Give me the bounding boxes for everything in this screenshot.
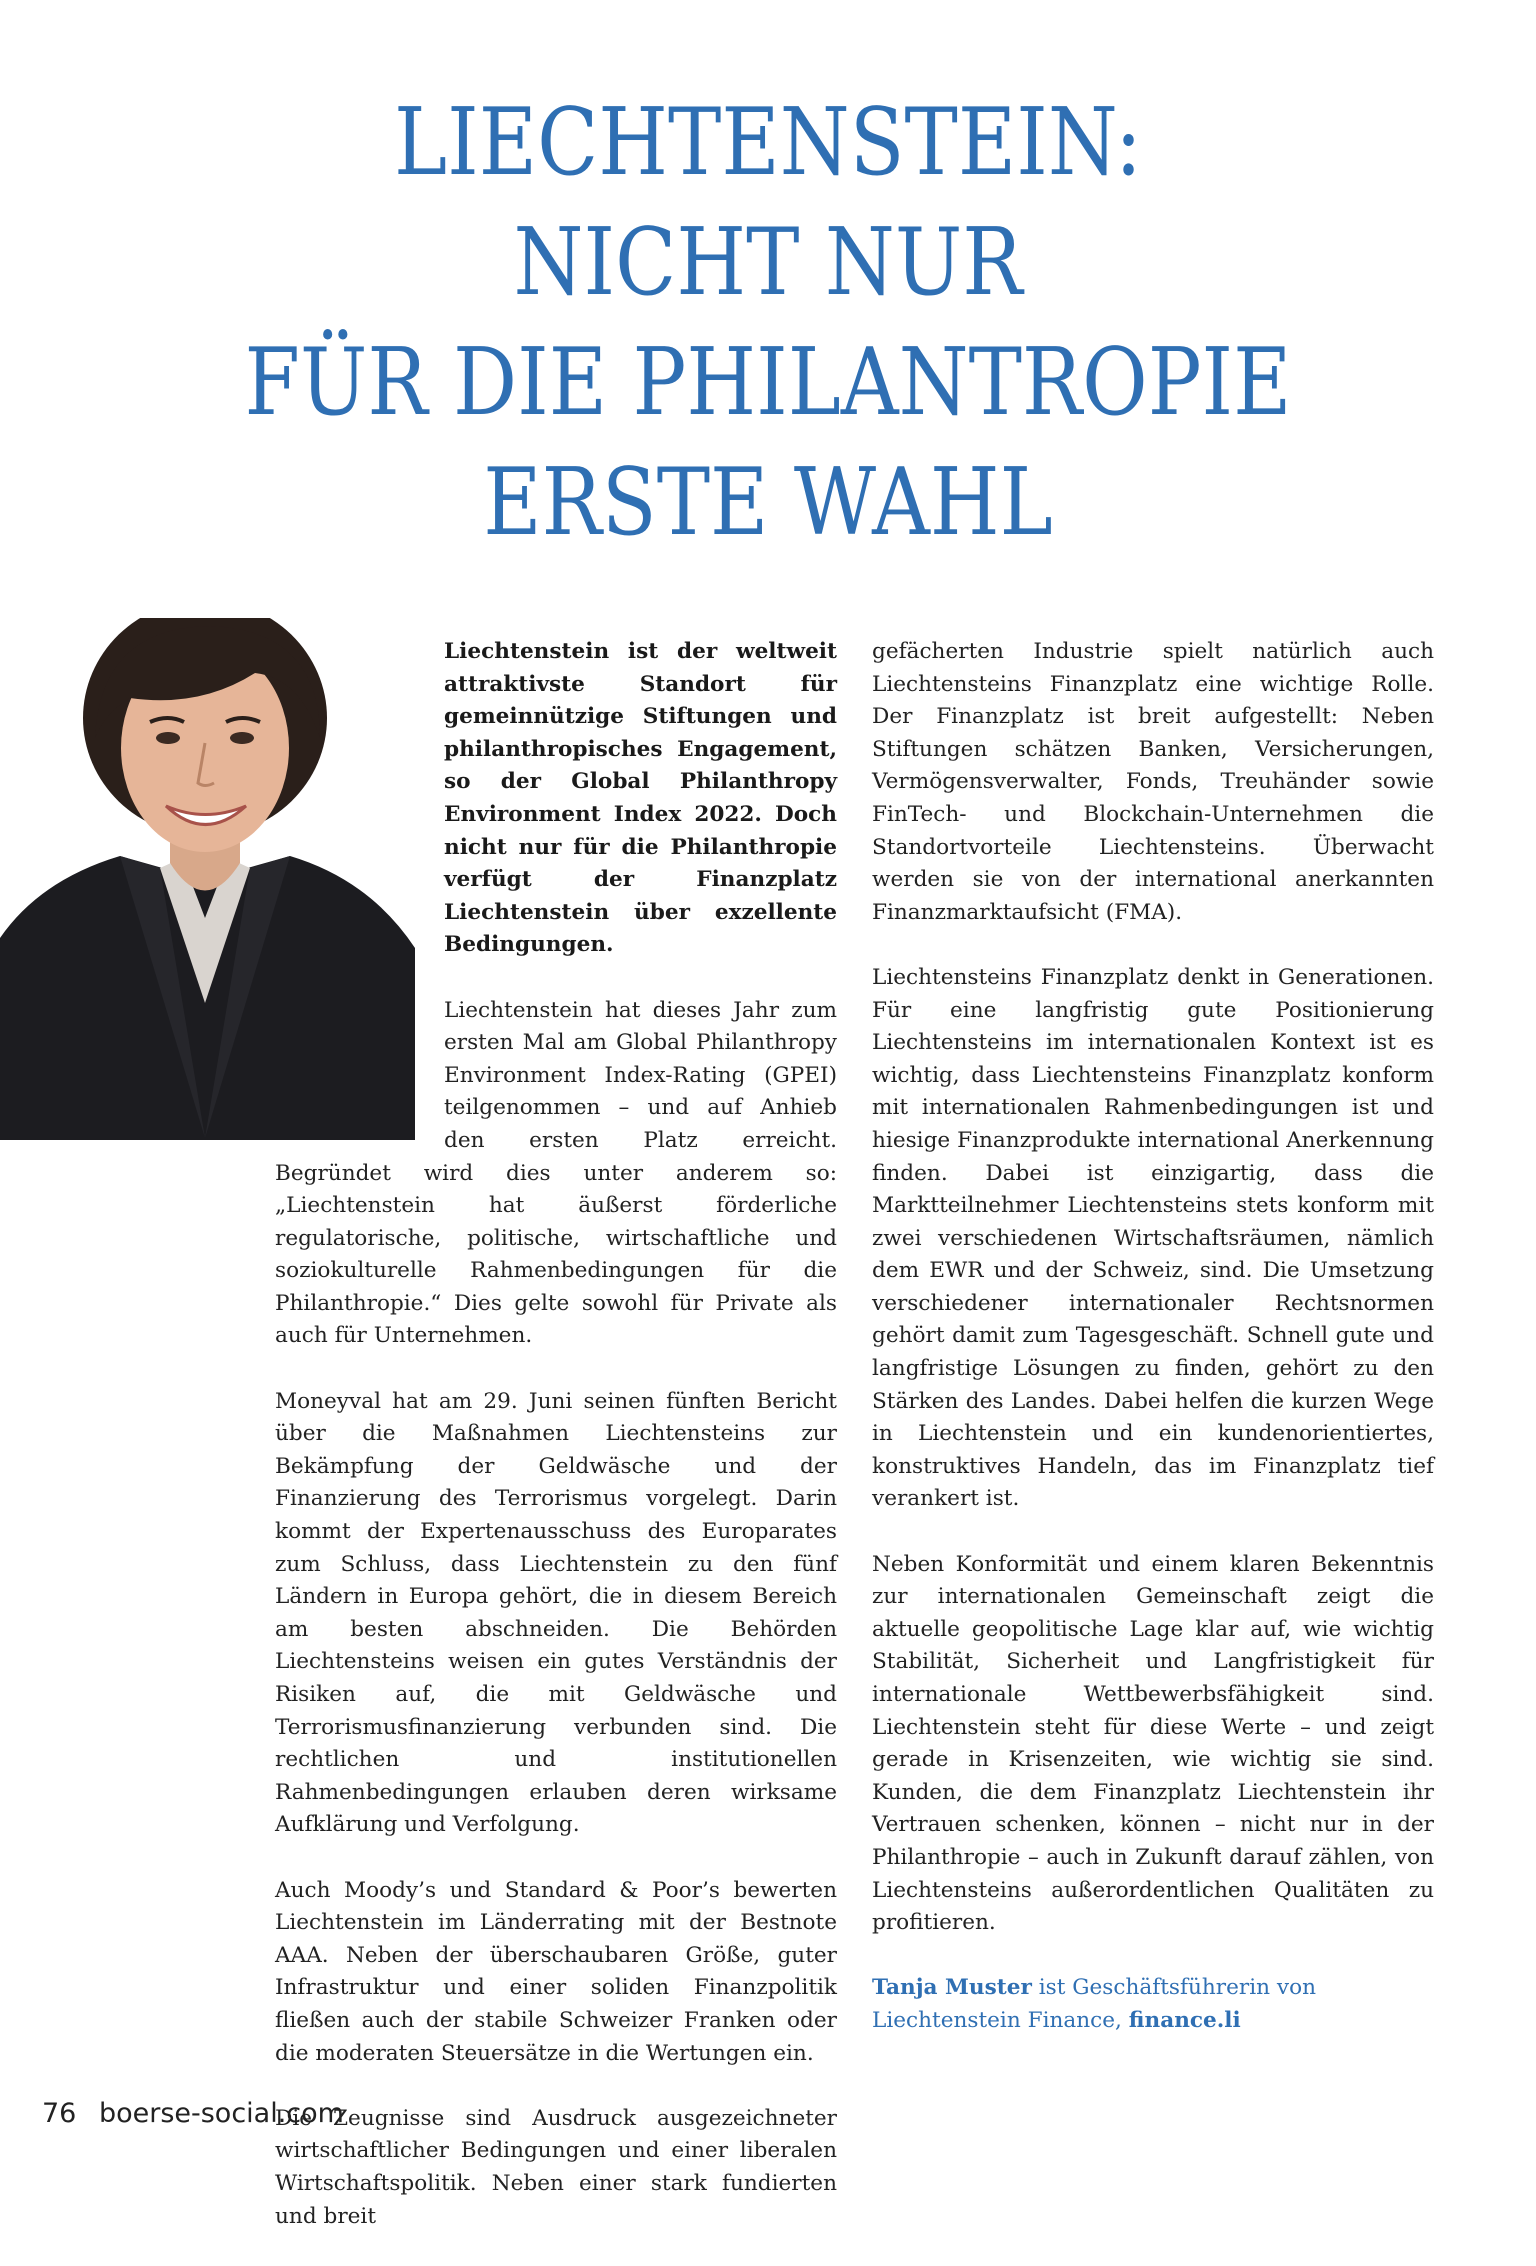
column-right [872, 636, 1434, 2070]
article-lead: Liechtenstein ist der weltweit attraktivste Standort für gemeinnützige Stiftungen und philanthropisches Engagement, so der Global Philanthropy Environment Index 2022. Doch nicht nur für die Philanthropie verfügt der Finanzplatz Liechtenstein über exzellente Bedingungen. [444, 639, 837, 958]
title-line: FÜR DIE PHILANTROPIE [244, 328, 1292, 436]
page-number: 76 [42, 2098, 77, 2129]
article-paragraph: Liechtenstein hat dieses Jahr zum ersten Mal am Global Philanthropy Environment Index-Rating (GPEI) teilgenommen – und auf Anhieb den ersten Platz erreicht. Begründet wird dies unter anderem so: „Liechtenstein hat äußerst förderliche regulatorische, politische, wirtschaftliche und soziokulturelle Rahmenbedingungen für die Philanthropie.“ Dies gelte sowohl für Private als auch für Unternehmen. [275, 997, 837, 1349]
article-paragraph: Liechtensteins Finanzplatz denkt in Generationen. Für eine langfristig gute Positionierung Liechtensteins im internationalen Kontext ist es wichtig, dass Liechtensteins Finanzplatz konform mit internationalen Rahmenbedingungen ist und hiesige Finanzprodukte international Anerkennung finden. Dabei ist einzigartig, dass die Marktteilnehmer Liechtensteins stets konform mit zwei verschiedenen Wirtschaftsräumen, nämlich dem EWR und der Schweiz, sind. Die Umsetzung verschiedener internationaler Rechtsnormen gehört damit zum Tagesgeschäft. Schnell gute und langfristige Lösungen zu finden, gehört zu den Stärken des Landes. Dabei helfen die kurzen Wege in Liechtenstein und ein kundenorientiertes, konstruktives Handeln, das im Finanzplatz tief verankert ist. [872, 964, 1434, 1512]
column-left [275, 636, 837, 2266]
website-link[interactable]: finance.li [1128, 2007, 1241, 2033]
article-paragraph: Die Zeugnisse sind Ausdruck ausgezeichneter wirtschaftlicher Bedingungen und einer liberalen Wirtschaftspolitik. Neben einer stark fundierten und breit [275, 2105, 837, 2229]
author-role: ist Geschäftsführerin von Liechtenstein Finance, [872, 1975, 1317, 2033]
author-name: Tanja Muster [872, 1975, 1032, 2001]
article-paragraph: Neben Konformität und einem klaren Bekenntnis zur internationalen Gemeinschaft zeigt die aktuelle geopolitische Lage klar auf, wie wichtig Stabilität, Sicherheit und Langfristigkeit für internationale Wettbewerbsfähigkeit sind. Liechtenstein steht für diese Werte – und zeigt gerade in Krisenzeiten, wie wichtig sie sind. Kunden, die dem Finanzplatz Liechtenstein ihr Vertrauen schenken, können – nicht nur in der Philanthropie – auch in Zukunft darauf zählen, von Liechtensteins außerordentlichen Qualitäten zu profitieren. [872, 1551, 1434, 1936]
title-line: LIECHTENSTEIN: [394, 88, 1142, 196]
article-paragraph: Auch Moody’s und Standard & Poor’s bewerten Liechtenstein im Länderrating mit der Bestnote AAA. Neben der überschaubaren Größe, guter Infrastruktur und einer soliden Finanzpolitik fließen auch der stabile Schweizer Franken oder die moderaten Steuersätze in die Wertungen ein. [275, 1877, 837, 2066]
article-paragraph: Moneyval hat am 29. Juni seinen fünften Bericht über die Maßnahmen Liechtensteins zur Bekämpfung der Geldwäsche und der Finanzierung des Terrorismus vorgelegt. Darin kommt der Expertenausschuss des Europarates zum Schluss, dass Liechtenstein zu den fünf Ländern in Europa gehört, die in diesem Bereich am besten abschneiden. Die Behörden Liechtensteins weisen ein gutes Verständnis der Risiken auf, die mit Geldwäsche und Terrorismusfinanzierung verbunden sind. Die rechtlichen und institutionellen Rahmenbedingungen erlauben deren wirksame Aufklärung und Verfolgung. [275, 1388, 837, 1838]
article-paragraph: gefächerten Industrie spielt natürlich auch Liechtensteins Finanzplatz eine wichtige Rolle. Der Finanzplatz ist breit aufgestellt: Neben Stiftungen schätzen Banken, Versicherungen, Vermögensverwalter, Fonds, Treuhänder sowie FinTech- und Blockchain-Unternehmen die Standortvorteile Liechtensteins. Überwacht werden sie von der international anerkannten Finanzmarktaufsicht (FMA). [872, 639, 1434, 925]
title-line: NICHT NUR [513, 208, 1023, 316]
site-name: boerse-social.com [98, 2098, 344, 2129]
article-title [108, 82, 1429, 562]
title-line: ERSTE WAHL [483, 448, 1053, 556]
page-footer [42, 2098, 344, 2129]
author-byline [872, 1972, 1434, 2037]
portrait-spacer [275, 636, 444, 1140]
